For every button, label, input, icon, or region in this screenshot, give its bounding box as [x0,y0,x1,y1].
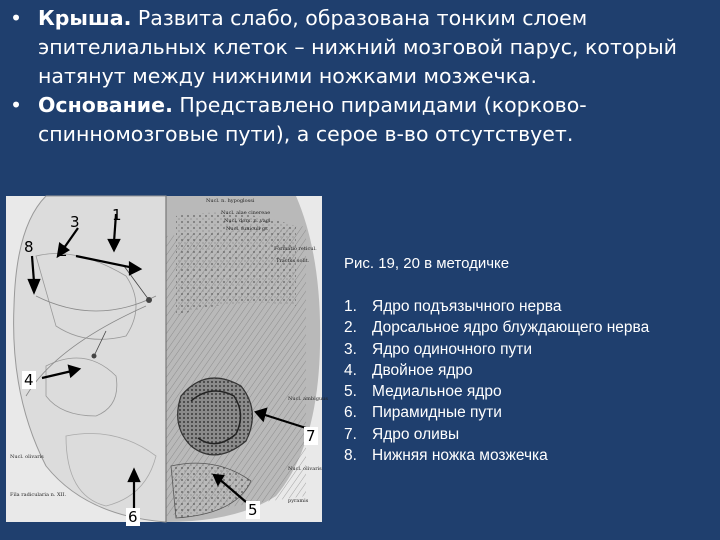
label-olivaris: Nucl. olivaris [288,466,322,472]
legend-item [344,381,704,402]
figure-number-2: 2 [58,242,68,260]
bullet-base [8,91,708,149]
label-formatio: Formatio reticul. [274,246,317,252]
legend-list [344,296,704,466]
legend-item [344,317,704,338]
medulla-cross-section-figure [6,196,328,526]
label-vagi: Nucl. dors. n. vagi [224,218,271,224]
figure-number-1: 1 [112,206,122,224]
figure-number-4: 4 [24,371,34,389]
legend-number: 4. [344,361,357,379]
legend-number: 2. [344,319,357,337]
bullet-text: Представлено пирамидами (корково-спинномозговые пути), а серое в-во отсутствует. [38,93,587,146]
figure-caption: Рис. 19, 20 в методичке [344,255,510,272]
legend-item [344,360,704,381]
legend-number: 5. [344,383,357,401]
legend-text: Нижняя ножка мозжечка [372,447,548,465]
legend-text: Медиальное ядро [372,383,502,401]
bullet-dot: • [10,6,23,30]
legend-text: Ядро подъязычного нерва [372,298,562,315]
legend-text: Ядро одиночного пути [372,340,533,358]
bullet-title: Крыша. [38,6,132,30]
figure-number-3: 3 [70,213,80,231]
bullet-roof [8,4,708,91]
figure-number-6: 6 [128,508,138,526]
legend-number: 8. [344,447,357,465]
bullet-dot: • [10,93,23,117]
legend-text: Двойное ядро [372,361,473,379]
legend-item [344,402,704,423]
legend-number: 1. [344,298,357,315]
bullet-title: Основание. [38,93,173,117]
legend-text: Ядро оливы [372,425,460,443]
label-pyramis: pyramis [288,498,309,504]
figure-number-8: 8 [24,238,34,256]
figure-number-5: 5 [248,501,258,519]
bullet-text: Развита слабо, образована тонким слоем эпителиальных клеток – нижний мозговой парус, который натянут между нижними ножками мозжечка. [38,6,677,88]
legend-text: Пирамидные пути [372,404,502,422]
label-fila: Fila radicularia n. XII. [10,492,67,498]
label-tractus: Tractus solit. [276,258,310,264]
legend-item [344,445,704,466]
legend-item [344,296,704,317]
legend-number: 3. [344,340,357,358]
medulla-illustration [6,196,322,522]
legend-number: 7. [344,425,357,443]
label-olivar-left: Nucl. olivaris [10,454,44,460]
label-alae: Nucl. alae cinereae [221,210,271,216]
legend-item [344,424,704,445]
legend-text: Дорсальное ядро блуждающего нерва [372,319,650,337]
legend-number: 6. [344,404,357,422]
figure-number-7: 7 [306,427,316,445]
legend-item [344,339,704,360]
bullet-list [8,4,708,149]
label-funic: Nucl. funiculi gr. [226,226,269,232]
label-ambiguus: Nucl. ambiguus [288,396,328,402]
label-hypoglossi: Nucl. n. hypoglossi [206,198,255,204]
